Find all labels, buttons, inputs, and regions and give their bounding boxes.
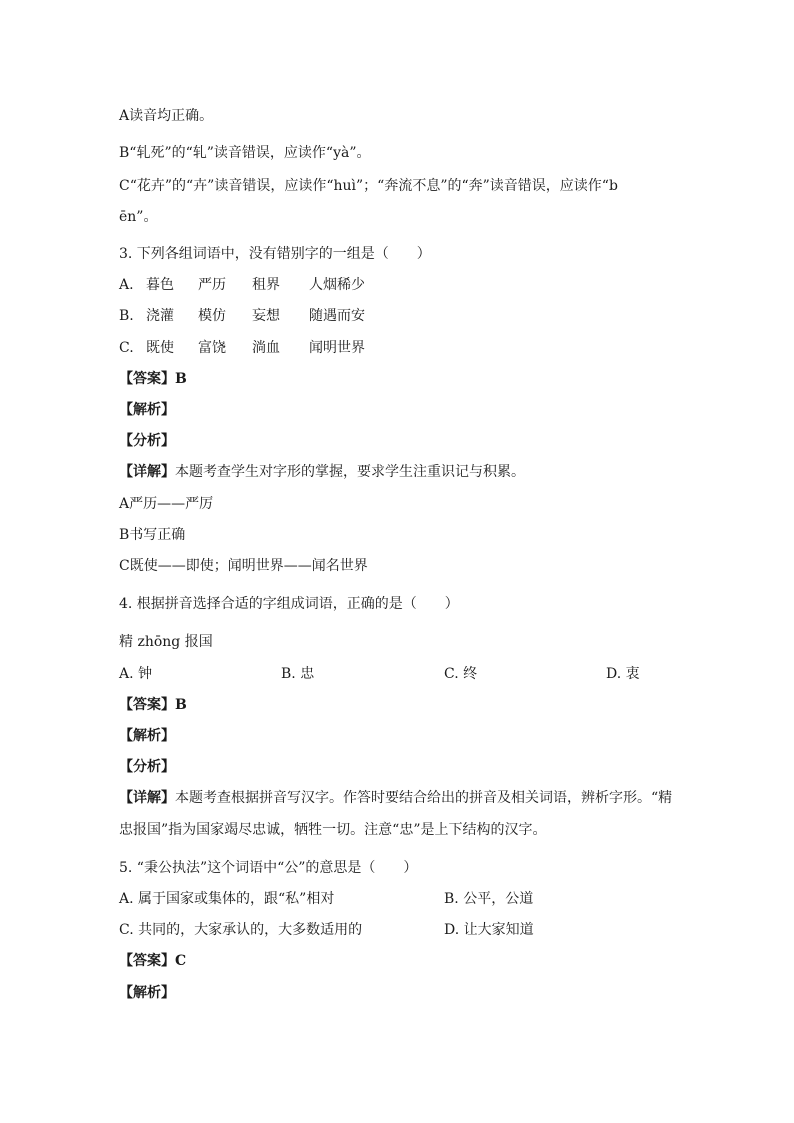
q2-analysis-a: A读音均正确。 <box>119 108 214 124</box>
q4-detail-line2: 忠报国”指为国家竭尽忠诚，牺牲一切。注意“忠”是上下结构的汉字。 <box>119 822 547 838</box>
q3-option-b-word-1: 浇灌 <box>146 308 174 324</box>
q3-explain-c: C既使——即使；闻明世界——闻名世界 <box>119 558 368 574</box>
q4-option-d: D. 衷 <box>606 666 640 682</box>
q4-detail-tag: 【详解】 <box>119 790 175 806</box>
q3-answer: 【答案】B <box>119 371 187 387</box>
q3-option-a-word-3: 租界 <box>252 277 280 293</box>
q4-option-a: A. 钟 <box>119 666 153 682</box>
q3-stem: 3. 下列各组词语中，没有错别字的一组是（ ） <box>119 246 431 262</box>
q5-option-c: C. 共同的，大家承认的，大多数适用的 <box>119 922 363 938</box>
q3-option-c-word-3: 淌血 <box>252 340 280 356</box>
q3-option-a-word-1: 暮色 <box>146 277 174 293</box>
q3-detail <box>119 462 525 482</box>
q3-detail-tag: 【详解】 <box>119 464 175 480</box>
q3-option-a-word-2: 严历 <box>198 277 226 293</box>
q4-detail-line1 <box>119 788 672 808</box>
q3-option-b-word-3: 妄想 <box>252 308 280 324</box>
q3-option-b-word-2: 模仿 <box>198 308 226 324</box>
q4-prompt: 精 zhōng 报国 <box>119 634 213 650</box>
q3-option-a-label: A. <box>119 277 134 293</box>
q5-option-b: B. 公平，公道 <box>444 891 534 907</box>
q5-answer: 【答案】C <box>119 953 187 969</box>
q3-explain-a: A严历——严厉 <box>119 496 214 512</box>
q5-stem: 5. “秉公执法”这个词语中“公”的意思是（ ） <box>119 860 418 876</box>
q3-option-a-word-4: 人烟稀少 <box>309 277 365 293</box>
q4-jiexi-heading: 【解析】 <box>119 728 175 744</box>
q4-option-c: C. 终 <box>444 666 478 682</box>
q4-detail-text-1: 本题考查根据拼音写汉字。作答时要结合给出的拼音及相关词语，辨析字形。“精 <box>175 790 673 806</box>
q3-explain-b: B书写正确 <box>119 527 186 543</box>
q2-analysis-b: B“轧死”的“轧”读音错误，应读作“yà”。 <box>119 145 371 161</box>
q3-option-c-label: C. <box>119 340 134 356</box>
q2-analysis-c-line2: ēn”。 <box>119 209 158 225</box>
q5-option-d: D. 让大家知道 <box>444 922 534 938</box>
q3-option-b-label: B. <box>119 308 134 324</box>
q3-detail-text: 本题考查学生对字形的掌握，要求学生注重识记与积累。 <box>175 464 525 480</box>
q3-option-b-word-4: 随遇而安 <box>309 308 365 324</box>
q2-analysis-c-line1: C“花卉”的“卉”读音错误，应读作“huì”；“奔流不息”的“奔”读音错误，应读作“b <box>119 178 618 194</box>
q4-answer: 【答案】B <box>119 697 187 713</box>
q3-option-c-word-2: 富饶 <box>198 340 226 356</box>
q4-stem: 4. 根据拼音选择合适的字组成词语，正确的是（ ） <box>119 596 459 612</box>
q5-jiexi-heading: 【解析】 <box>119 985 175 1001</box>
q5-option-a: A. 属于国家或集体的，跟“私”相对 <box>119 891 335 907</box>
q3-option-c-word-1: 既使 <box>146 340 174 356</box>
q3-jiexi-heading: 【解析】 <box>119 402 175 418</box>
q4-fenxi-heading: 【分析】 <box>119 759 175 775</box>
q3-option-c-word-4: 闻明世界 <box>309 340 365 356</box>
q4-option-b: B. 忠 <box>281 666 315 682</box>
q3-fenxi-heading: 【分析】 <box>119 433 175 449</box>
